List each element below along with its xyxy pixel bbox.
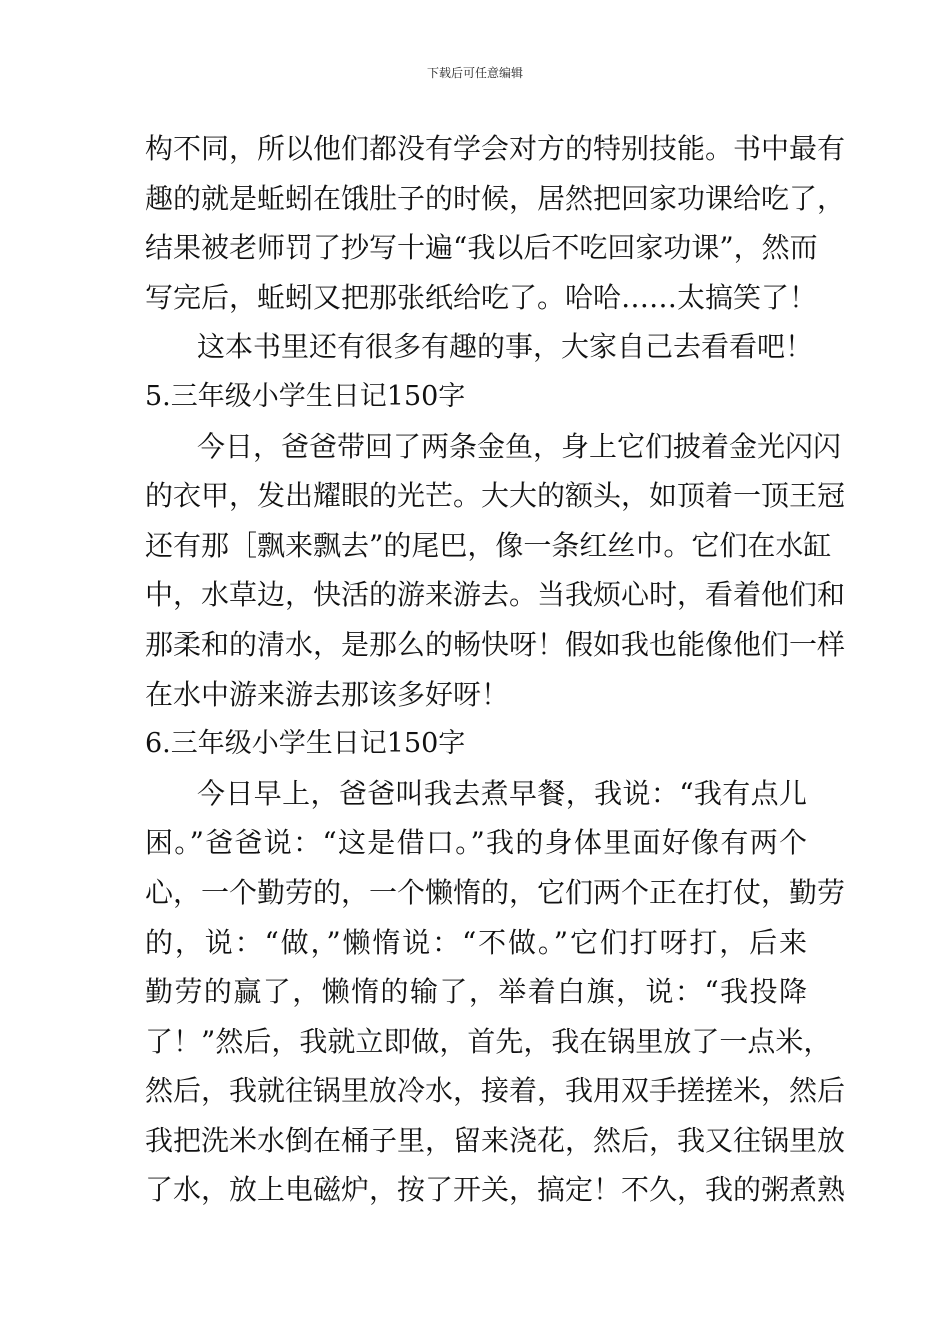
paragraph-line: 今日早上，爸爸叫我去煮早餐，我说：“我有点儿 <box>197 776 807 810</box>
paragraph-line: 那柔和的清水，是那么的畅快呀！假如我也能像他们一样 <box>145 627 846 661</box>
paragraph-line: 还有那［飘来飘去”的尾巴，像一条红丝巾。它们在水缸 <box>145 528 832 562</box>
closing-line: 这本书里还有很多有趣的事，大家自己去看看吧！ <box>197 330 814 364</box>
paragraph-line: 构不同，所以他们都没有学会对方的特别技能。书中最有 <box>145 132 846 165</box>
paragraph-line: 勤劳的赢了，懒惰的输了，举着白旗，说：“我投降 <box>145 975 807 1009</box>
paragraph-line: 的，说：“做，”懒惰说：“不做。”它们打呀打，后来 <box>145 925 807 959</box>
paragraph-line: 在水中游来游去那该多好呀！ <box>145 677 510 711</box>
paragraph-line: 中，水草边，快活的游来游去。当我烦心时，看着他们和 <box>145 578 846 612</box>
paragraph-line: 了水，放上电磁炉，按了开关，搞定！不久，我的粥煮熟 <box>145 1173 846 1207</box>
page-header: 下载后可任意编辑 <box>426 66 523 80</box>
paragraph-line: 我把洗米水倒在桶子里，留来浇花，然后，我又往锅里放 <box>145 1123 846 1157</box>
section-heading-6: 6.三年级小学生日记150字 <box>145 728 466 760</box>
paragraph-line: 的衣甲，发出耀眼的光芒。大大的额头，如顶着一顶王冠 <box>145 479 846 513</box>
paragraph-line: 今日，爸爸带回了两条金鱼，身上它们披着金光闪闪 <box>197 429 842 463</box>
section-heading-5: 5.三年级小学生日记150字 <box>145 380 466 412</box>
paragraph-line: 困。”爸爸说：“这是借口。”我的身体里面好像有两个 <box>145 826 807 860</box>
paragraph-line: 结果被老师罚了抄写十遍“我以后不吃回家功课”，然而 <box>145 231 818 265</box>
paragraph-line: 趣的就是蚯蚓在饿肚子的时候，居然把回家功课给吃了， <box>145 181 846 215</box>
paragraph-line: 了！”然后，我就立即做，首先，我在锅里放了一点米， <box>145 1024 832 1058</box>
paragraph-line: 心，一个勤劳的，一个懒惰的，它们两个正在打仗，勤劳 <box>145 875 846 909</box>
document-body <box>145 124 846 1215</box>
paragraph-line: 然后，我就往锅里放冷水，接着，我用双手搓搓米，然后 <box>145 1074 846 1108</box>
paragraph-line: 写完后，蚯蚓又把那张纸给吃了。哈哈……太搞笑了！ <box>145 280 818 314</box>
